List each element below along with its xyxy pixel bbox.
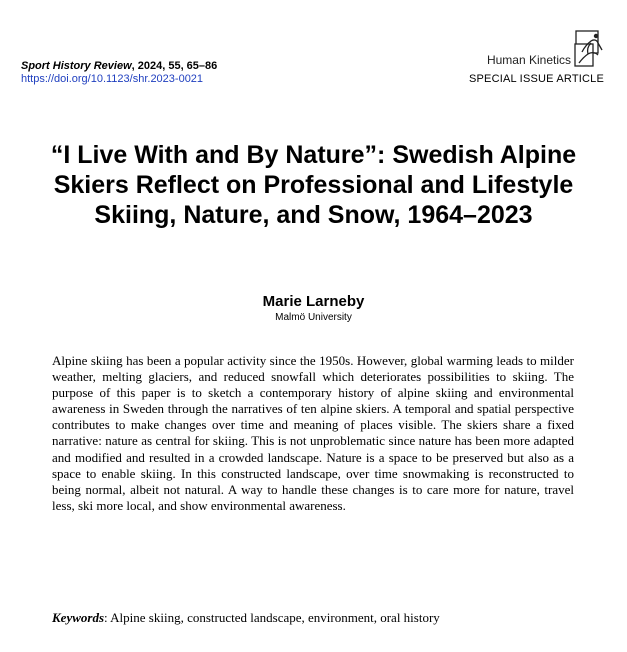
- journal-issue-details: , 2024, 55, 65–86: [131, 60, 218, 72]
- author-name: Marie Larneby: [262, 293, 365, 310]
- journal-name: Sport History Review: [21, 60, 132, 72]
- abstract: Alpine skiing has been a popular activity since the 1950s. However, global warming leads to milder weather, melting glaciers, and reduced snowfall which deteriorates possibilities to skiing. The purpose of this paper is to sketch a contemporary history of alpine skiing and environmental awareness in Sweden through the narratives of ten alpine skiers. A temporal and spatial perspective contributes to make changes over time and meaning of places visible. The skiers share a fixed narrative: nature as central for skiing. This is not unproblematic since nature has been more adapted and modified and resulted in a crowded landscape. Nature is a space to be preserved but also as a space to enable skiing. In this constructed landscape, over time snowmaking is reconstructed to being normal, albeit not natural. A way to handle these changes is to care more for nature, travel less, ski more local, and show environmental awareness.: [52, 353, 574, 513]
- keywords-line: [52, 610, 592, 626]
- publisher-name: Human Kinetics: [486, 53, 571, 67]
- publisher-block: [469, 30, 604, 86]
- journal-citation: [21, 60, 217, 86]
- author-block: [0, 293, 627, 324]
- human-kinetics-logo-icon: [574, 30, 604, 68]
- article-title: “I Live With and By Nature”: Swedish Alpine Skiers Reflect on Professional and Lifestyle Skiing, Nature, and Snow, 1964–2023: [50, 141, 577, 229]
- keywords-label: Keywords: [52, 610, 104, 625]
- publisher-header: [469, 30, 604, 68]
- doi-link[interactable]: https://doi.org/10.1123/shr.2023-0021: [21, 73, 204, 85]
- author-affiliation: Malmö University: [275, 312, 352, 323]
- keywords-separator: :: [104, 610, 108, 625]
- article-type: SPECIAL ISSUE ARTICLE: [468, 73, 604, 85]
- keywords-list: Alpine skiing, constructed landscape, environment, oral history: [110, 610, 440, 625]
